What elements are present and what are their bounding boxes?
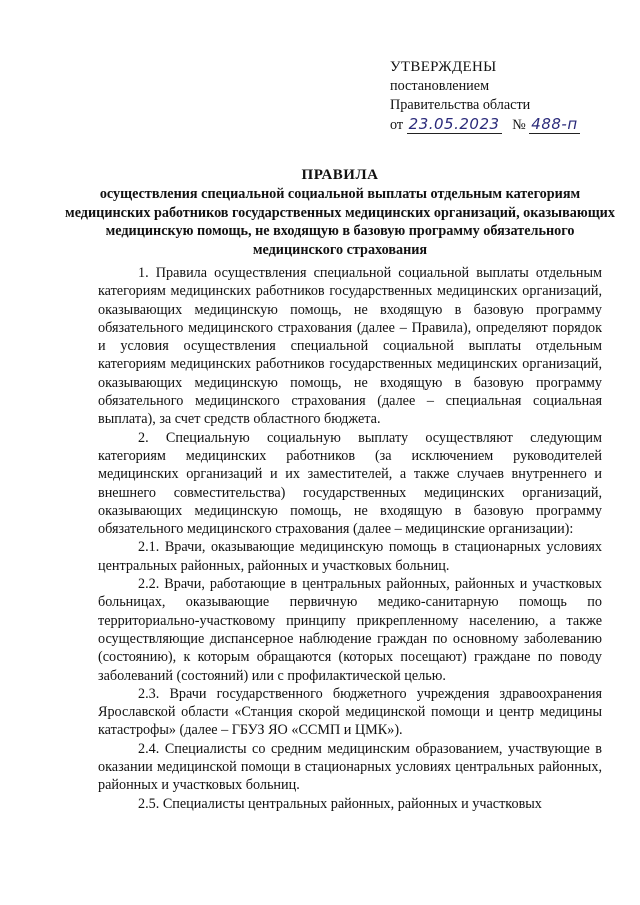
document-title-block (60, 165, 620, 259)
approval-heading: УТВЕРЖДЕНЫ (390, 59, 497, 75)
document-body (98, 264, 602, 813)
number-prefix: № (512, 117, 526, 133)
approval-line-resolution: постановлением (390, 78, 490, 94)
document-title: ПРАВИЛА (301, 167, 379, 183)
document-subtitle: осуществления специальной социальной выплаты отдельным категориям медицинских работников государственных медицинских организаций, оказывающих медицинскую помощь, не входящую в базовую программу обязательного медицинского страхования (65, 186, 615, 258)
handwritten-number: 488-п (531, 115, 578, 133)
approval-block (390, 58, 630, 135)
approval-date-number-line (390, 115, 630, 135)
date-prefix: от (390, 117, 404, 133)
handwritten-date: 23.05.2023 (408, 115, 500, 133)
paragraph-2-5: 2.5. Специалисты центральных районных, районных и участковых (138, 795, 542, 812)
paragraph-2: 2. Специальную социальную выплату осуществляют следующим категориям медицинских работников (за исключением руководителей медицинских организаций и их заместителей, а также случаев внутреннего и внешнего совместительства) государственных медицинских организаций, оказывающих медицинскую помощь, не входящую в базовую программу обязательного медицинского страхования (далее – медицинские организации): (98, 429, 602, 538)
paragraph-2-3: 2.3. Врачи государственного бюджетного учреждения здравоохранения Ярославской области «Станция скорой медицинской помощи и центр медицины катастрофы» (далее – ГБУЗ ЯО «ССМП и ЦМК»). (98, 685, 602, 739)
paragraph-1: 1. Правила осуществления специальной социальной выплаты отдельным категориям медицинских работников государственных медицинских организаций, оказывающих медицинскую помощь, не входящую в базовую программу обязательного медицинского страхования (далее – Правила), определяют порядок и условия осуществления специальной социальной выплаты отдельным категориям медицинских работников государственных медицинских организаций, оказывающих медицинскую помощь, не входящую в базовую программу обязательного медицинского страхования (далее – специальная социальная выплата), за счет средств областного бюджета. (98, 265, 602, 428)
paragraph-2-1: 2.1. Врачи, оказывающие медицинскую помощь в стационарных условиях центральных районных, районных и участковых больниц. (98, 539, 602, 574)
approval-line-government: Правительства области (390, 97, 531, 113)
paragraph-2-2: 2.2. Врачи, работающие в центральных районных, районных и участковых больницах, оказывающие первичную медико-санитарную помощь по территориально-участковому принципу прикрепленному населению, а также осуществляющие диспансерное наблюдение граждан по основному заболеванию (состоянию), к которым обращаются (которых посещают) граждане по поводу заболеваний (состояний) или с профилактической целью. (98, 576, 602, 684)
paragraph-2-4: 2.4. Специалисты со средним медицинским образованием, участвующие в оказании медицинской помощи в стационарных условиях центральных районных, районных и участковых больниц. (98, 740, 602, 794)
